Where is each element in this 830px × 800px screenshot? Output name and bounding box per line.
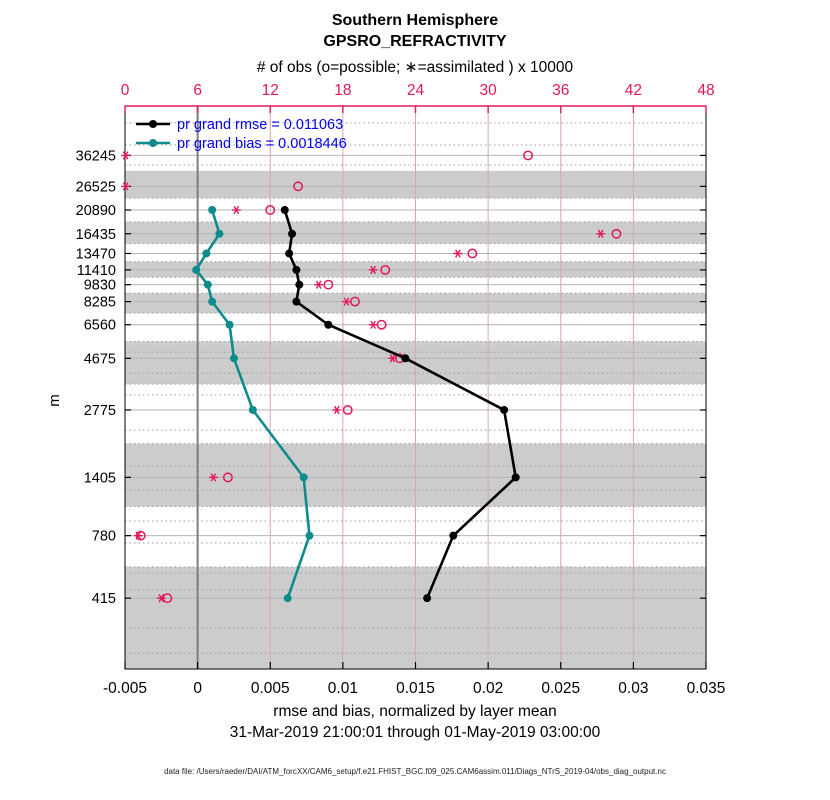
x-tick-label: 0.025	[541, 680, 581, 697]
legend-marker-sample	[149, 120, 157, 128]
bias-point-marker	[208, 206, 216, 214]
bias-point-marker	[204, 281, 212, 289]
bias-point-marker	[284, 594, 292, 602]
bias-point-marker	[249, 406, 257, 414]
rmse-point-marker	[295, 281, 303, 289]
top-tick-label: 18	[334, 82, 352, 99]
y-tick-label: 2775	[83, 402, 116, 419]
rmse-point-marker	[423, 594, 431, 602]
x-tick-label: -0.005	[103, 680, 147, 697]
x-axis-label: rmse and bias, normalized by layer mean	[273, 703, 557, 720]
bias-point-marker	[192, 266, 200, 274]
y-tick-label: 415	[91, 591, 116, 608]
y-tick-label: 36245	[75, 148, 116, 165]
y-tick-label: 13470	[75, 246, 116, 263]
obs-assimilated-marker	[314, 281, 323, 289]
y-axis-label: m	[45, 394, 63, 407]
top-tick-label: 30	[479, 82, 497, 99]
top-tick-label: 12	[261, 82, 279, 99]
bias-point-marker	[202, 249, 210, 257]
top-tick-label: 24	[406, 82, 425, 99]
y-tick-label: 20890	[75, 203, 116, 220]
x-tick-label: 0.035	[686, 680, 726, 697]
obs-assimilated-marker	[369, 321, 378, 329]
top-tick-label: 48	[697, 82, 715, 99]
top-axis-label: # of obs (o=possible; ∗=assimilated ) x 10000	[256, 59, 574, 76]
x-tick-label: 0	[193, 680, 202, 697]
top-tick-label: 42	[624, 82, 642, 99]
top-tick-label: 36	[552, 82, 570, 99]
top-tick-label: 6	[193, 82, 202, 99]
y-tick-label: 9830	[83, 277, 116, 294]
figure-title-variable: GPSRO_REFRACTIVITY	[323, 33, 507, 50]
y-tick-label: 6560	[83, 317, 116, 334]
x-tick-label: 0.005	[250, 680, 290, 697]
obs-assimilated-marker	[121, 152, 130, 160]
legend-marker-sample	[149, 139, 157, 147]
obs-assimilated-marker	[332, 406, 341, 414]
rmse-point-marker	[281, 206, 289, 214]
top-tick-label: 0	[120, 82, 130, 99]
rmse-point-marker	[292, 266, 300, 274]
bias-point-marker	[215, 230, 223, 238]
x-tick-label: 0.015	[396, 680, 435, 697]
rmse-point-marker	[324, 321, 332, 329]
legend-label: pr grand bias = 0.0018446	[177, 136, 347, 152]
bias-point-marker	[230, 354, 238, 362]
x-tick-label: 0.02	[473, 680, 504, 697]
rmse-point-marker	[401, 354, 409, 362]
rmse-point-marker	[449, 532, 457, 540]
y-tick-label: 16435	[75, 226, 116, 243]
y-tick-label: 8285	[83, 294, 116, 311]
x-tick-label: 0.03	[618, 680, 649, 697]
legend-label: pr grand rmse = 0.011063	[177, 117, 344, 133]
rmse-point-marker	[500, 406, 508, 414]
obs-assimilated-marker	[453, 250, 462, 258]
y-tick-label: 780	[91, 528, 116, 545]
bias-point-marker	[208, 298, 216, 306]
rmse-point-marker	[288, 230, 296, 238]
bias-point-marker	[226, 321, 234, 329]
y-tick-label: 11410	[76, 262, 116, 279]
date-range-label: 31-Mar-2019 21:00:01 through 01-May-2019 03:00:00	[229, 724, 601, 741]
bias-point-marker	[305, 532, 313, 540]
y-tick-label: 26525	[75, 179, 116, 196]
bias-point-marker	[300, 473, 308, 481]
figure-title-region: Southern Hemisphere	[331, 12, 499, 29]
y-tick-label: 1405	[83, 470, 116, 487]
obs-assimilated-marker	[232, 206, 241, 214]
rmse-point-marker	[512, 473, 520, 481]
x-tick-label: 0.01	[327, 680, 358, 697]
rmse-point-marker	[292, 298, 300, 306]
y-tick-label: 4675	[83, 351, 116, 368]
rmse-point-marker	[285, 249, 293, 257]
data-file-path: data file: /Users/raeder/DAI/ATM_forcXX/CAM6_setup/f.e21.FHIST_BGC.f09_025.CAM6assim.011/Diags_NTrS_2019-04/obs_diag_output.nc	[164, 767, 666, 776]
